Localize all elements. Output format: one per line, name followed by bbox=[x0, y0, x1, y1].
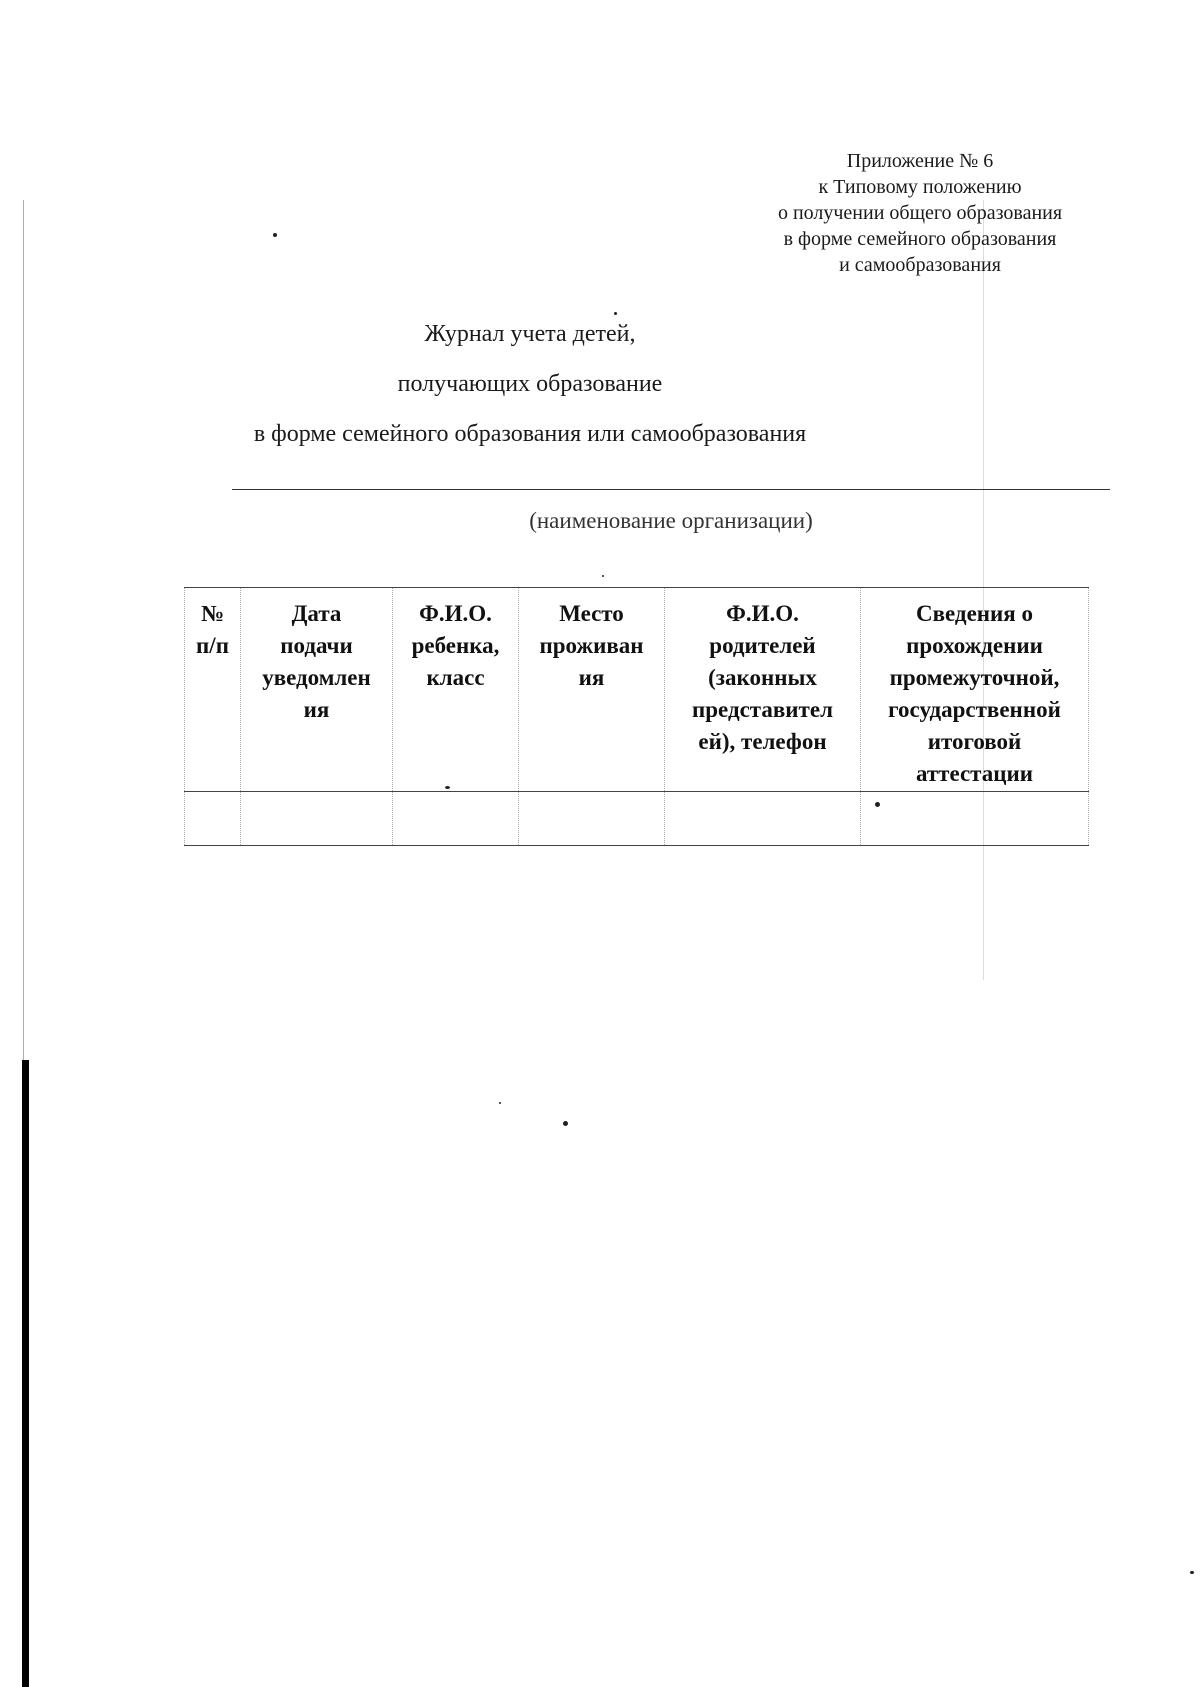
table-cell bbox=[861, 792, 1089, 846]
appendix-line: к Типовому положению bbox=[818, 176, 1022, 198]
scan-speck bbox=[1190, 1571, 1194, 1574]
header-attestation: Сведения о прохождении промежуточной, государственной итоговой аттестации bbox=[861, 588, 1089, 792]
appendix-line: и самообразования bbox=[839, 254, 1001, 276]
scan-speck bbox=[273, 233, 277, 237]
table-cell bbox=[393, 792, 519, 846]
scan-speck bbox=[602, 575, 604, 577]
appendix-line: в форме семейного образования bbox=[783, 228, 1057, 250]
organization-name-line bbox=[232, 489, 1110, 490]
title-line-3: в форме семейного образования или самообразования bbox=[253, 421, 807, 447]
scan-speck bbox=[563, 1121, 568, 1126]
table-header-row bbox=[185, 588, 1089, 792]
header-residence: Место проживан ия bbox=[519, 588, 665, 792]
appendix-line: Приложение № 6 bbox=[846, 150, 994, 172]
table-cell bbox=[241, 792, 393, 846]
header-parents: Ф.И.О. родителей (законных представител ей), телефон bbox=[665, 588, 861, 792]
scan-edge-left bbox=[22, 1060, 29, 1687]
organization-caption: (наименование организации) bbox=[529, 508, 813, 533]
table-row bbox=[185, 792, 1089, 846]
table-cell bbox=[185, 792, 241, 846]
appendix-note bbox=[720, 148, 1120, 278]
table-cell bbox=[519, 792, 665, 846]
title-line-2: получающих образование bbox=[397, 371, 663, 397]
scan-speck bbox=[614, 312, 617, 315]
title-line-1: Журнал учета детей, bbox=[424, 321, 636, 347]
header-child-name: Ф.И.О. ребенка, класс bbox=[393, 588, 519, 792]
scan-edge-left-thin bbox=[23, 200, 24, 1060]
header-notice-date: Дата подачи уведомлен ия bbox=[241, 588, 393, 792]
header-number: № п/п bbox=[185, 588, 241, 792]
appendix-line: о получении общего образования bbox=[777, 202, 1063, 224]
journal-table bbox=[184, 587, 1089, 846]
table-cell bbox=[665, 792, 861, 846]
scan-speck bbox=[499, 1102, 501, 1104]
